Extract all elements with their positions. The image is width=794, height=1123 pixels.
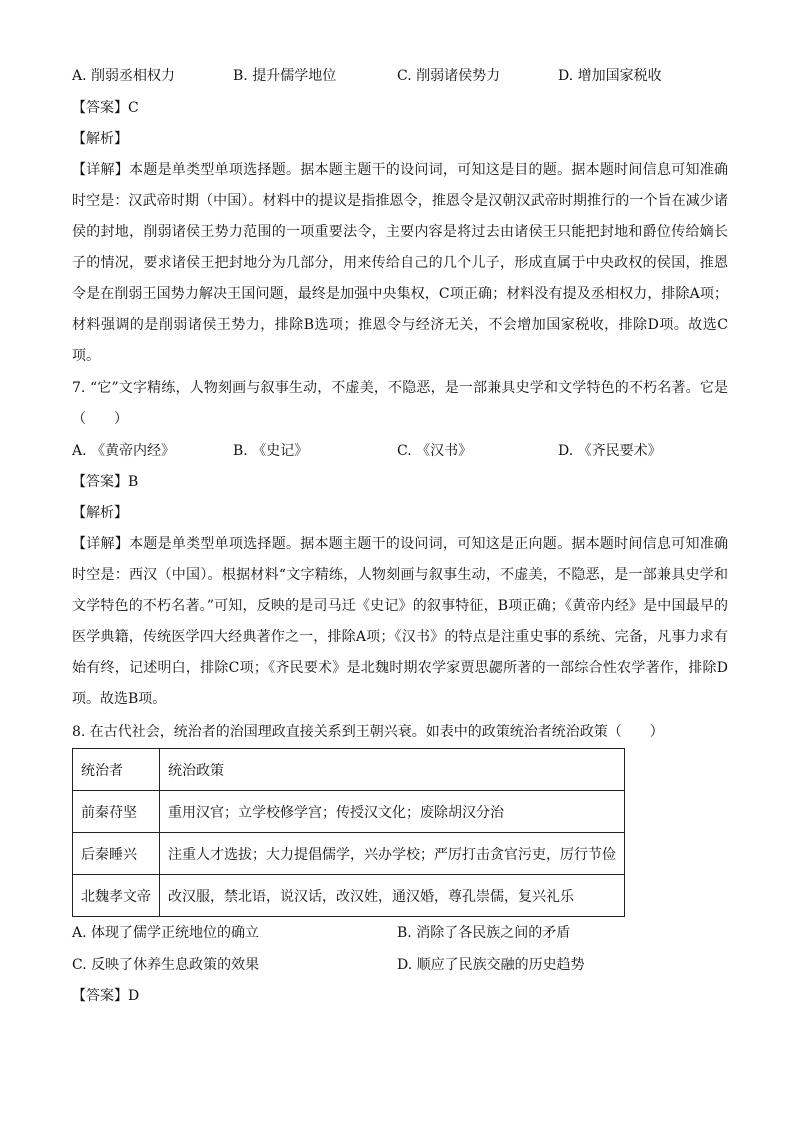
q7-option-d: D. 《齐民要术》 [558, 443, 662, 459]
table-row [73, 875, 625, 917]
table-header-cell: 统治政策 [160, 749, 625, 791]
q6-option-b: B. 提升儒学地位 [233, 68, 337, 84]
q6-option-a: A. 削弱丞相权力 [72, 68, 176, 84]
q7-answer: 【答案】B [72, 474, 139, 490]
q8-answer: 【答案】D [72, 988, 140, 1004]
q8-option-c: C. 反映了休养生息政策的效果 [72, 957, 260, 973]
q6-analysis-label: 【解析】 [72, 131, 128, 147]
table-cell-policy: 重用汉官；立学校修学宫；传授汉文化；废除胡汉分治 [160, 791, 625, 833]
table-row [73, 833, 625, 875]
table-cell-policy: 注重人才选拔；大力提倡儒学，兴办学校；严厉打击贪官污吏，厉行节俭 [160, 833, 625, 875]
q8-option-d: D. 顺应了民族交融的历史趋势 [397, 957, 585, 973]
table-header-cell: 统治者 [73, 749, 160, 791]
table-header-row [73, 749, 625, 791]
q8-option-b: B. 消除了各民族之间的矛盾 [397, 925, 571, 941]
table-cell-policy: 改汉服，禁北语，说汉话，改汉姓，通汉婚，尊孔崇儒，复兴礼乐 [160, 875, 625, 917]
q7-analysis-label: 【解析】 [72, 505, 128, 521]
q6-answer: 【答案】C [72, 100, 139, 116]
q6-option-c: C. 削弱诸侯势力 [397, 68, 501, 84]
q6-option-d: D. 增加国家税收 [558, 68, 662, 84]
q8-stem: 8. 在古代社会，统治者的治国理政直接关系到王朝兴衰。如表中的政策统治者统治政策（ ） [72, 724, 664, 740]
q7-detail: 【详解】本题是单类型单项选择题。据本题主题干的设问词，可知这是正向题。据本题时间信息可知准确时空是：西汉（中国）。根据材料“文字精练，人物刻画与叙事生动，不虚美，不隐恶，是一部兼具史学和文学特色的不朽名著。”可知，反映的是司马迁《史记》的叙事特征，B项正确；《黄帝内经》是中国最早的医学典籍，传统医学四大经典著作之一，排除A项；《汉书》的特点是注重史事的系统、完备，凡事力求有始有终，记述明白，排除C项；《齐民要术》是北魏时期农学家贾思勰所著的一部综合性农学著作，排除D项。故选B项。 [72, 536, 728, 707]
q6-detail: 【详解】本题是单类型单项选择题。据本题主题干的设问词，可知这是目的题。据本题时间信息可知准确时空是：汉武帝时期（中国）。材料中的提议是指推恩令，推恩令是汉朝汉武帝时期推行的一个旨在减少诸侯的封地，削弱诸侯王势力范围的一项重要法令，主要内容是将过去由诸侯王只能把封地和爵位传给嫡长子的情况，要求诸侯王把封地分为几部分，用来传给自己的几个儿子，形成直属于中央政权的侯国，推恩令是在削弱王国势力解决王国问题，最终是加强中央集权，C项正确；材料没有提及丞相权力，排除A项；材料强调的是削弱诸侯王势力，排除B选项；推恩令与经济无关，不会增加国家税收，排除D项。故选C项。 [72, 162, 728, 364]
table-cell-ruler: 后秦睡兴 [73, 833, 160, 875]
q7-option-b: B. 《史记》 [233, 443, 309, 459]
table-cell-ruler: 北魏孝文帝 [73, 875, 160, 917]
table-cell-ruler: 前秦苻坚 [73, 791, 160, 833]
q7-option-a: A. 《黄帝内经》 [72, 443, 176, 459]
policy-table [72, 748, 625, 917]
table-row [73, 791, 625, 833]
q7-stem: 7. “它”文字精练，人物刻画与叙事生动，不虚美，不隐恶，是一部兼具史学和文学特色的不朽名著。它是（ ） [72, 380, 728, 427]
q7-option-c: C. 《汉书》 [397, 443, 473, 459]
q8-option-a: A. 体现了儒学正统地位的确立 [72, 925, 260, 941]
